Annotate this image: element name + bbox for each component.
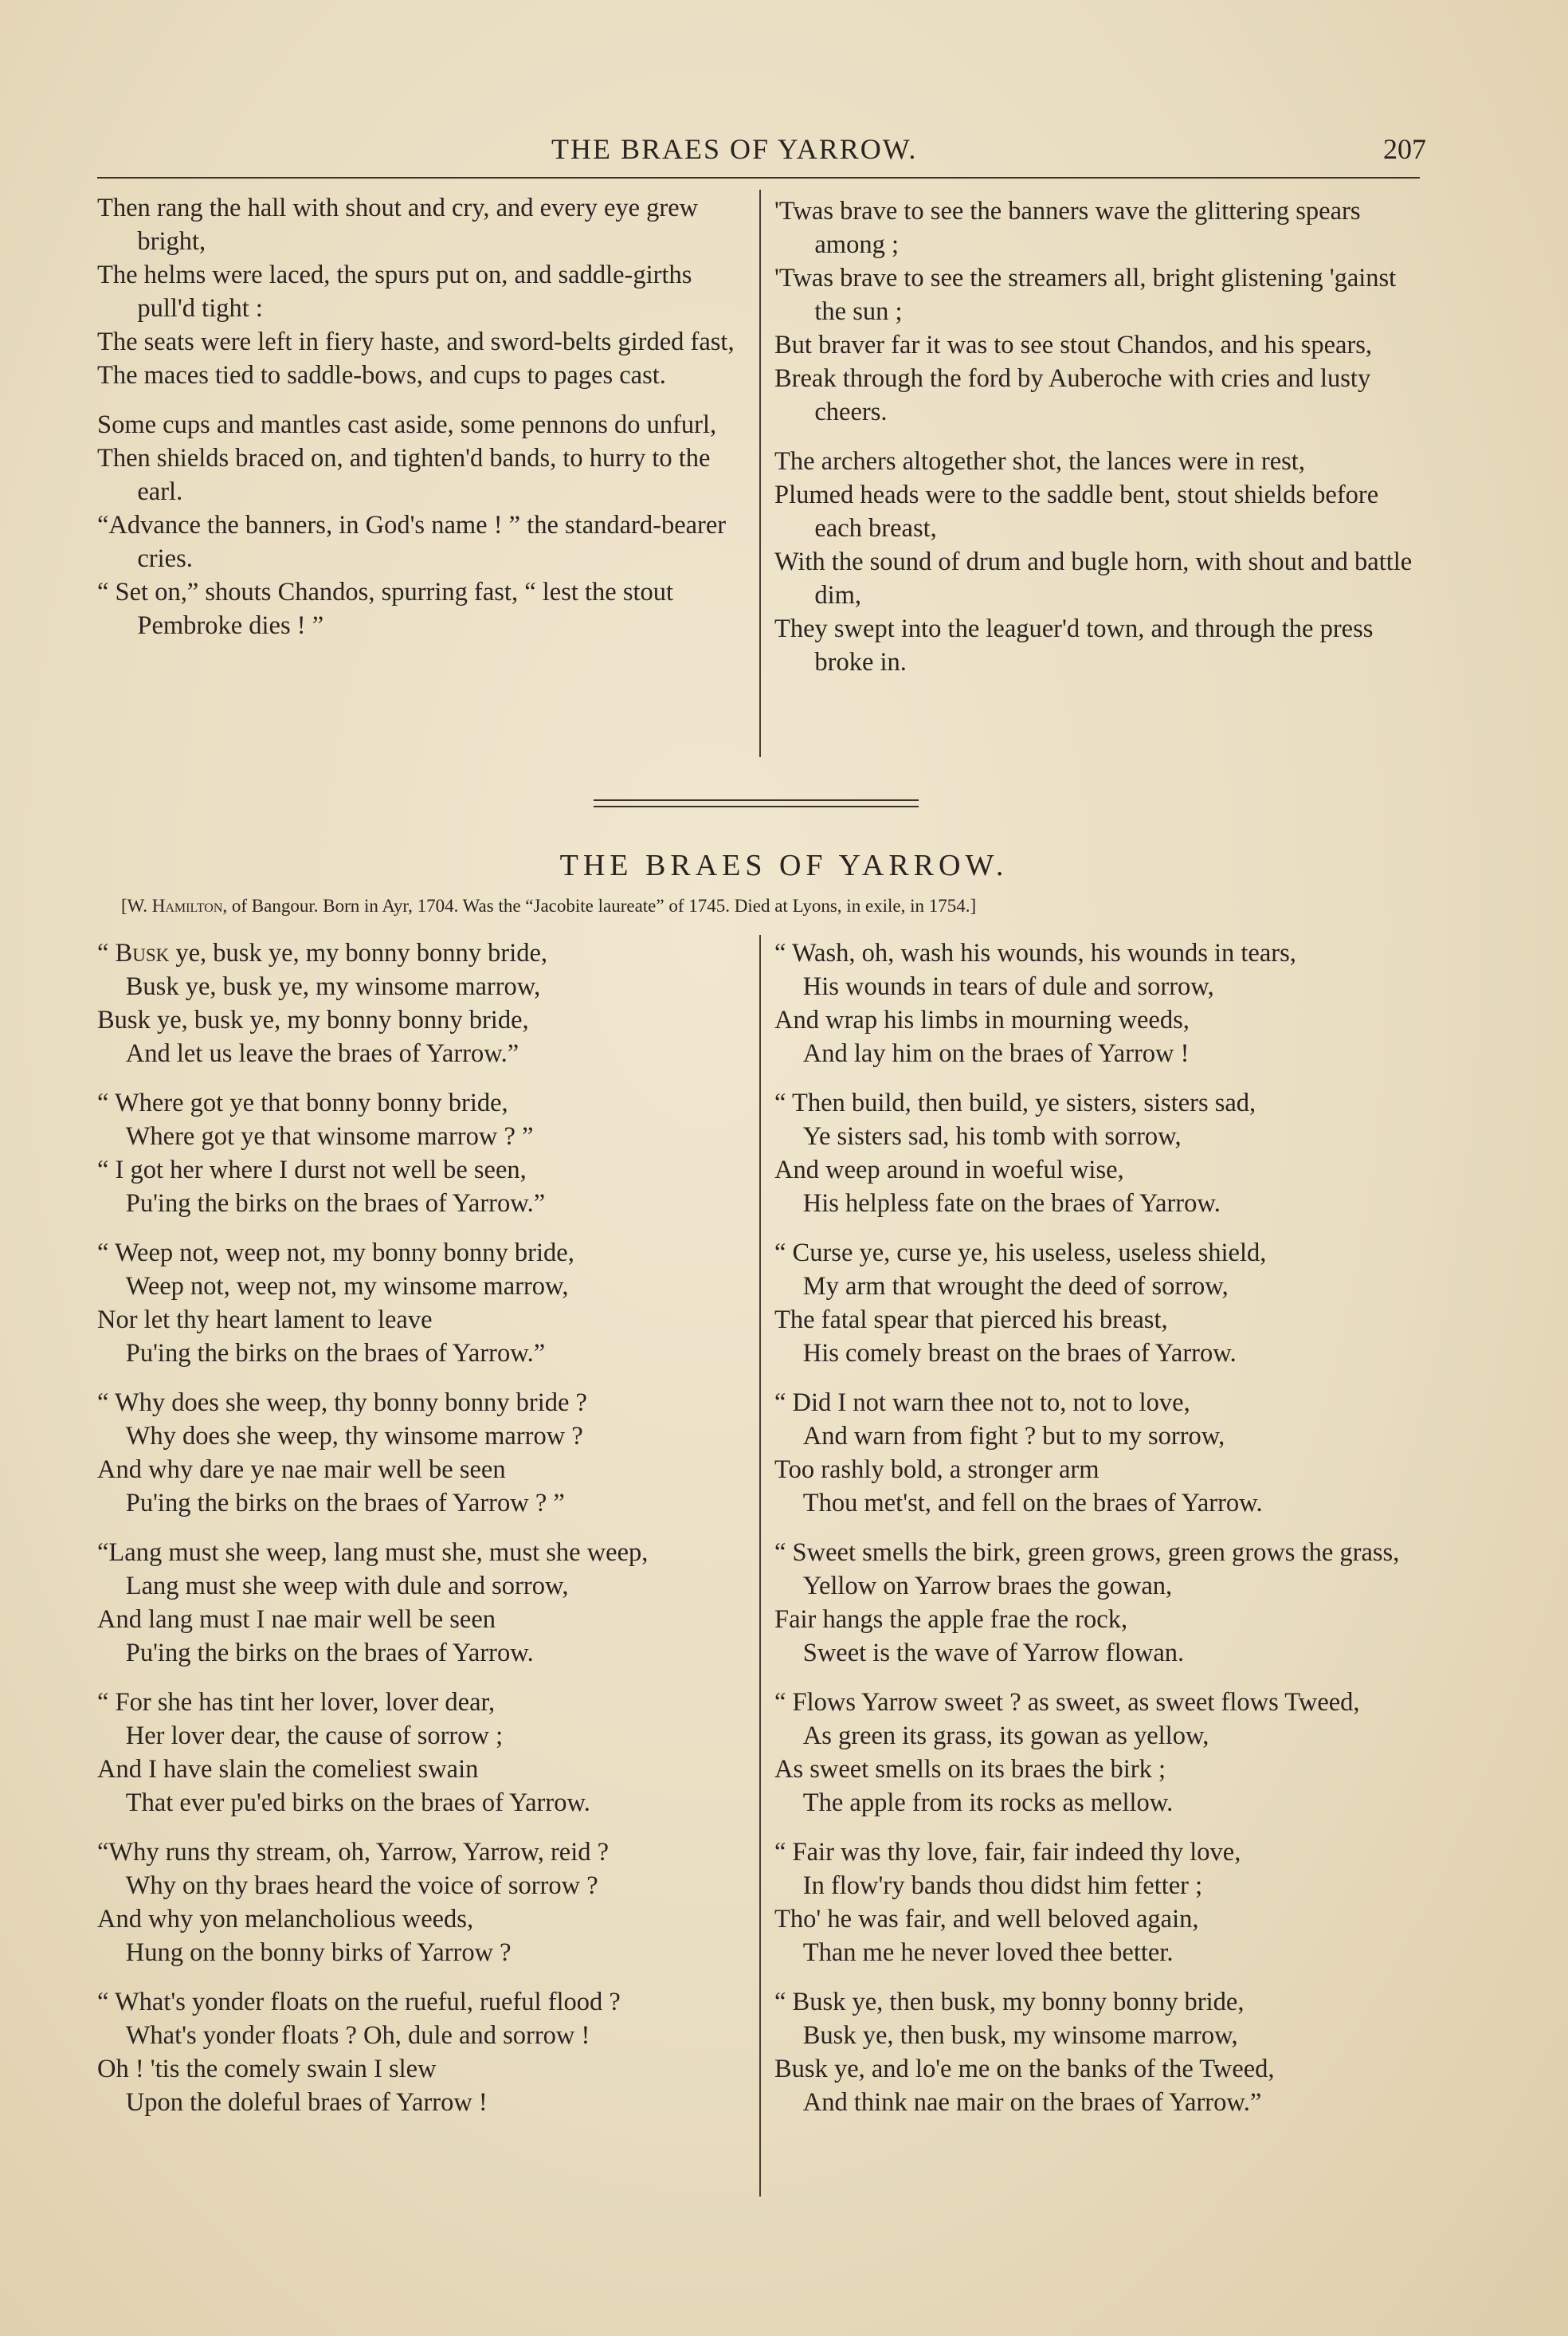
verse-line: “ Fair was thy love, fair, fair indeed thy love,: [774, 1838, 1241, 1867]
verse-line: “ For she has tint her lover, lover dear,: [97, 1688, 496, 1717]
verse-line: That ever pu'ed birks on the braes of Yarrow.: [125, 1788, 590, 1817]
running-header: [97, 129, 1426, 179]
stanza: [774, 194, 1428, 429]
verse-line: “ Set on,” shouts Chandos, spurring fast, “ lest the stout Pembroke dies ! ”: [97, 578, 674, 640]
verse-line: 'Twas brave to see the banners wave the glittering spears among ;: [774, 197, 1361, 259]
verse-line: Oh ! 'tis the comely swain I slew: [97, 2055, 437, 2083]
verse-line: And lang must I nae mair well be seen: [97, 1605, 496, 1634]
stanza: [97, 1835, 747, 1969]
stanza: [774, 1386, 1428, 1520]
verse-line: Nor let thy heart lament to leave: [97, 1305, 433, 1334]
verse-line: Busk ye, busk ye, my winsome marrow,: [125, 972, 541, 1001]
verse-line: Busk ye, busk ye, my bonny bonny bride,: [97, 1006, 529, 1035]
verse-line: Then shields braced on, and tighten'd bands, to hurry to the earl.: [97, 444, 711, 506]
verse-line: 'Twas brave to see the streamers all, bright glistening 'gainst the sun ;: [774, 264, 1397, 326]
verse-line: The seats were left in fiery haste, and sword-belts girded fast,: [97, 328, 735, 356]
verse-line: “ Then build, then build, ye sisters, sisters sad,: [774, 1089, 1256, 1117]
verse-line: Pu'ing the birks on the braes of Yarrow.”: [125, 1339, 546, 1368]
verse-line: My arm that wrought the deed of sorrow,: [802, 1272, 1229, 1301]
poem-right-column: [774, 936, 1428, 2135]
running-title: THE BRAES OF YARROW.: [551, 133, 918, 165]
verse-line: The maces tied to saddle-bows, and cups to pages cast.: [97, 361, 666, 390]
verse-line: “ What's yonder floats on the rueful, rueful flood ?: [97, 1988, 621, 2016]
verse-line: As sweet smells on its braes the birk ;: [774, 1755, 1166, 1784]
verse-line: And I have slain the comeliest swain: [97, 1755, 479, 1784]
first-word-lead: “ B: [97, 939, 133, 968]
previous-poem-right-column: [774, 194, 1428, 695]
column-divider: [759, 935, 761, 2197]
verse-line: The apple from its rocks as mellow.: [802, 1788, 1174, 1817]
stanza: [97, 936, 747, 1070]
verse-line: “Advance the banners, in God's name ! ” the standard-bearer cries.: [97, 511, 727, 573]
verse-line: Yellow on Yarrow braes the gowan,: [802, 1572, 1173, 1600]
verse-line: Than me he never loved thee better.: [802, 1938, 1174, 1967]
previous-poem-left-column: [97, 191, 747, 658]
stanza: [97, 1086, 747, 1220]
verse-line: His wounds in tears of dule and sorrow,: [802, 972, 1214, 1001]
verse-line: And why dare ye nae mair well be seen: [97, 1455, 506, 1484]
stanza: [97, 1536, 747, 1670]
verse-line: And think nae mair on the braes of Yarrow.”: [802, 2088, 1262, 2117]
verse-line: The helms were laced, the spurs put on, and saddle-girths pull'd tight :: [97, 261, 692, 323]
stanza: [97, 408, 747, 642]
verse-line: Busk ye, then busk, my winsome marrow,: [802, 2021, 1238, 2050]
verse-line: What's yonder floats ? Oh, dule and sorrow !: [125, 2021, 590, 2050]
verse-line: Lang must she weep with dule and sorrow,: [125, 1572, 569, 1600]
stanza: [774, 1536, 1428, 1670]
stanza: [97, 1236, 747, 1370]
section-divider: [594, 799, 919, 812]
stanza: [774, 1835, 1428, 1969]
verse-line: “ I got her where I durst not well be seen,: [97, 1156, 527, 1184]
verse-line: Fair hangs the apple frae the rock,: [774, 1605, 1128, 1634]
first-line-rest: ye, busk ye, my bonny bonny bride,: [169, 939, 548, 968]
verse-line: Sweet is the wave of Yarrow flowan.: [802, 1639, 1185, 1667]
stanza: [97, 1386, 747, 1520]
verse-line: Weep not, weep not, my winsome marrow,: [125, 1272, 569, 1301]
first-word-tail: usk: [132, 939, 170, 968]
verse-line: “ Weep not, weep not, my bonny bonny bride,: [97, 1239, 574, 1267]
byline-author: Hamilton: [151, 896, 223, 916]
verse-line: “Lang must she weep, lang must she, must she weep,: [97, 1538, 649, 1567]
verse-line: And let us leave the braes of Yarrow.”: [125, 1039, 519, 1068]
stanza: [774, 445, 1428, 679]
verse-line: Why on thy braes heard the voice of sorrow ?: [125, 1871, 598, 1900]
verse-line: In flow'ry bands thou didst him fetter ;: [802, 1871, 1203, 1900]
poem-title: THE BRAES OF YARROW.: [559, 849, 1009, 882]
stanza: [774, 1985, 1428, 2119]
verse-line: Where got ye that winsome marrow ? ”: [125, 1122, 534, 1151]
byline-open: [W.: [121, 896, 152, 916]
verse-line: Some cups and mantles cast aside, some pennons do unfurl,: [97, 410, 717, 439]
verse-line: Thou met'st, and fell on the braes of Yarrow.: [802, 1489, 1263, 1517]
stanza: [97, 1686, 747, 1820]
verse-line: His helpless fate on the braes of Yarrow.: [802, 1189, 1221, 1218]
column-divider: [759, 190, 761, 757]
stanza: [774, 1236, 1428, 1370]
byline-rest: , of Bangour. Born in Ayr, 1704. Was the “Jacobite laureate” of 1745. Died at Lyons, in exile, in 1754.]: [222, 896, 977, 916]
verse-line: Pu'ing the birks on the braes of Yarrow.”: [125, 1189, 546, 1218]
verse-line: And wrap his limbs in mourning weeds,: [774, 1006, 1190, 1035]
verse-line: “Why runs thy stream, oh, Yarrow, Yarrow, reid ?: [97, 1838, 610, 1867]
verse-line: Why does she weep, thy winsome marrow ?: [125, 1422, 583, 1451]
verse-line: And weep around in woeful wise,: [774, 1156, 1124, 1184]
stanza: [774, 936, 1428, 1070]
poem-left-column: [97, 936, 747, 2135]
verse-line: And lay him on the braes of Yarrow !: [802, 1039, 1190, 1068]
verse-line: Too rashly bold, a stronger arm: [774, 1455, 1100, 1484]
verse-line: “ Wash, oh, wash his wounds, his wounds in tears,: [774, 939, 1296, 968]
verse-line: “ Busk ye, then busk, my bonny bonny bride,: [774, 1988, 1245, 2016]
verse-line: The archers altogether shot, the lances were in rest,: [774, 447, 1305, 476]
page-number: 207: [1383, 133, 1426, 165]
poem-byline: [121, 896, 1476, 917]
verse-line: With the sound of drum and bugle horn, with shout and battle dim,: [774, 548, 1413, 610]
stanza: [97, 191, 747, 392]
verse-line: His comely breast on the braes of Yarrow.: [802, 1339, 1237, 1368]
verse-line: They swept into the leaguer'd town, and through the press broke in.: [774, 614, 1374, 677]
verse-line: And warn from fight ? but to my sorrow,: [802, 1422, 1225, 1451]
verse-line: “ Did I not warn thee not to, not to love,: [774, 1388, 1190, 1417]
verse-line: “ Curse ye, curse ye, his useless, useless shield,: [774, 1239, 1267, 1267]
verse-line: Tho' he was fair, and well beloved again,: [774, 1905, 1199, 1934]
stanza: [97, 1985, 747, 2119]
verse-line: Hung on the bonny birks of Yarrow ?: [125, 1938, 512, 1967]
verse-line: Then rang the hall with shout and cry, and every eye grew bright,: [97, 194, 699, 256]
verse-line: Busk ye, and lo'e me on the banks of the Tweed,: [774, 2055, 1275, 2083]
stanza: [774, 1686, 1428, 1820]
verse-line: “ Why does she weep, thy bonny bonny bride ?: [97, 1388, 587, 1417]
verse-line: The fatal spear that pierced his breast,: [774, 1305, 1168, 1334]
stanza: [774, 1086, 1428, 1220]
verse-line: “ Sweet smells the birk, green grows, green grows the grass,: [774, 1538, 1400, 1567]
verse-line: “ Where got ye that bonny bonny bride,: [97, 1089, 508, 1117]
verse-line: Upon the doleful braes of Yarrow !: [125, 2088, 488, 2117]
verse-line: But braver far it was to see stout Chandos, and his spears,: [774, 331, 1373, 359]
verse-line: Pu'ing the birks on the braes of Yarrow ? ”: [125, 1489, 565, 1517]
verse-line: Her lover dear, the cause of sorrow ;: [125, 1722, 504, 1750]
verse-line: And why yon melancholious weeds,: [97, 1905, 474, 1934]
verse-line: [97, 936, 747, 970]
verse-line: Ye sisters sad, his tomb with sorrow,: [802, 1122, 1182, 1151]
verse-line: Pu'ing the birks on the braes of Yarrow.: [125, 1639, 534, 1667]
verse-line: As green its grass, its gowan as yellow,: [802, 1722, 1209, 1750]
verse-line: “ Flows Yarrow sweet ? as sweet, as sweet flows Tweed,: [774, 1688, 1360, 1717]
verse-line: Plumed heads were to the saddle bent, stout shields before each breast,: [774, 481, 1379, 543]
verse-line: Break through the ford by Auberoche with cries and lusty cheers.: [774, 364, 1371, 426]
